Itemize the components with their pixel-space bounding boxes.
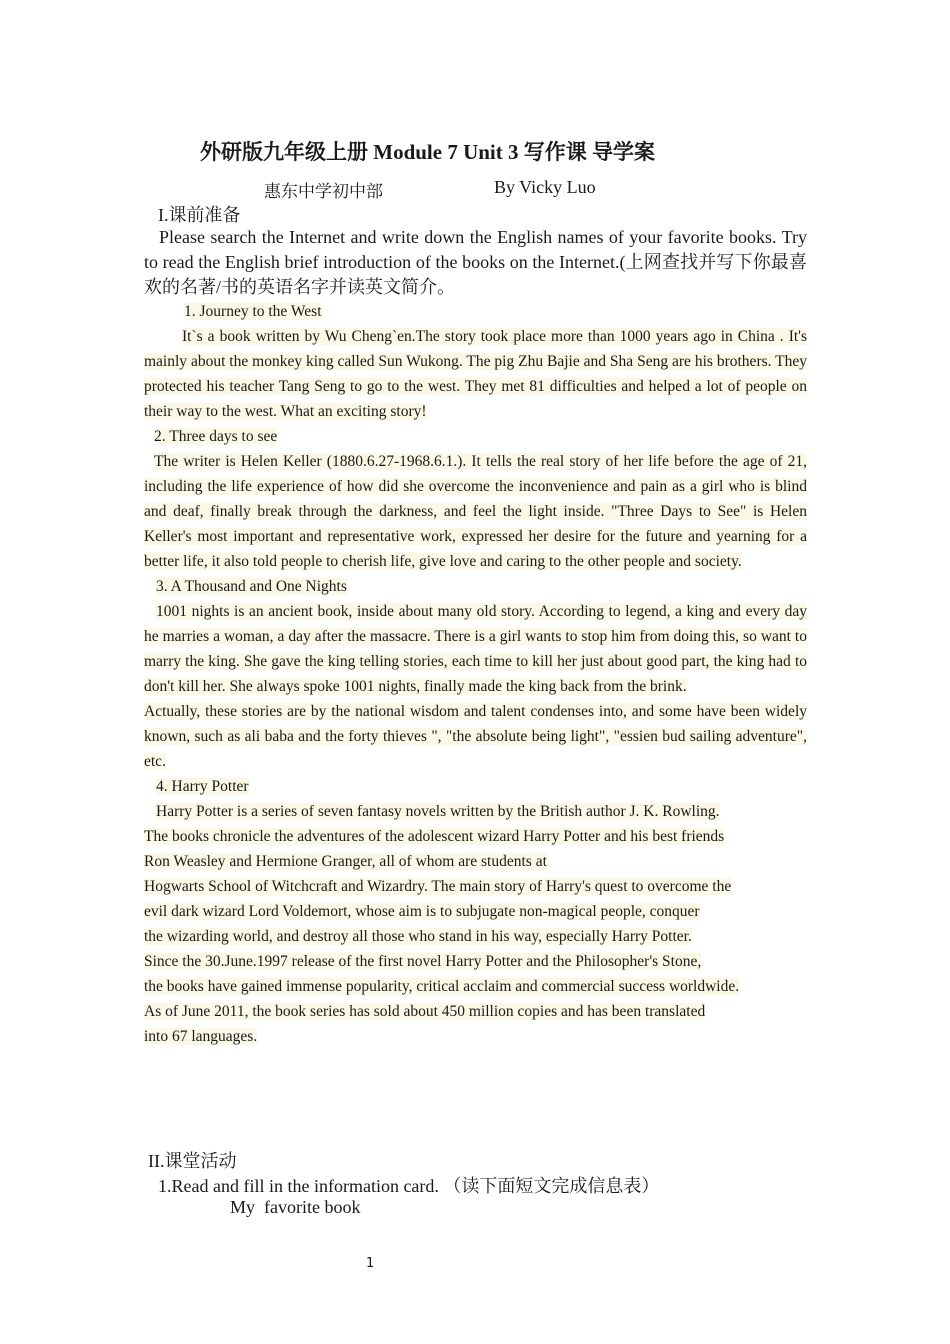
book-line: the wizarding world, and destroy all those who stand in his way, especially Harry Potter. bbox=[144, 928, 692, 945]
book-line: Harry Potter is a series of seven fantasy novels written by the British author J. K. Rowling. bbox=[156, 803, 720, 820]
section-1-heading: I.课前准备 bbox=[158, 205, 241, 225]
section-2-task: 1.Read and fill in the information card. （读下面短文完成信息表） bbox=[158, 1176, 660, 1196]
book-line: evil dark wizard Lord Voldemort, whose aim is to subjugate non-magical people, conquer bbox=[144, 903, 700, 920]
book-line: into 67 languages. bbox=[144, 1028, 258, 1045]
book-line: the books have gained immense popularity, critical acclaim and commercial success worldwide. bbox=[144, 978, 740, 995]
book-paragraph: Actually, these stories are by the national wisdom and talent condenses into, and some have been widely known, such as ali baba and the forty thieves ", "the absolute being light", "essien bud sailing adventure", etc. bbox=[144, 703, 807, 770]
book-paragraph: It`s a book written by Wu Cheng`en.The story took place more than 1000 years ago in China . It's mainly about the monkey king called Sun Wukong. The pig Zhu Bajie and Sha Seng are his brothers. They protected his teacher Tang Seng to go to the west. They met 81 difficulties and helped a lot of people on their way to the west. What an exciting story! bbox=[144, 328, 807, 420]
book-line: As of June 2011, the book series has sold about 450 million copies and has been translated bbox=[144, 1003, 706, 1020]
book-paragraph: 1001 nights is an ancient book, inside about many old story. According to legend, a king and every day he marries a woman, a day after the massacre. There is a girl wants to stop him from doing this, so want to marry the king. She gave the king telling stories, each time to kill her just about good part, the king had to don't kill her. She always spoke 1001 nights, finally made the king back from the brink. bbox=[144, 603, 807, 695]
info-card-title: My favorite book bbox=[230, 1197, 361, 1217]
author-name: By Vicky Luo bbox=[494, 177, 596, 197]
book-title: 4. Harry Potter bbox=[156, 778, 249, 795]
book-line: Ron Weasley and Hermione Granger, all of whom are students at bbox=[144, 853, 547, 870]
section-2-heading: II.课堂活动 bbox=[148, 1151, 237, 1171]
book-paragraph: The writer is Helen Keller (1880.6.27-1968.6.1.). It tells the real story of her life before the age of 21, including the life experience of how did she overcome the inconvenience and pain as a girl who is blind and deaf, finally break through the darkness, and feel the light inside. "Three Days to See" is Helen Keller's most important and representative work, expressed her desire for the future and yearning for a better life, it also told people to cherish life, give love and caring to the other people and society. bbox=[144, 453, 807, 570]
book-title: 1. Journey to the West bbox=[184, 303, 322, 320]
page-number: 1 bbox=[366, 1256, 375, 1271]
book-line: Hogwarts School of Witchcraft and Wizardry. The main story of Harry's quest to overcome the bbox=[144, 878, 732, 895]
book-line: Since the 30.June.1997 release of the first novel Harry Potter and the Philosopher's Stone, bbox=[144, 953, 702, 970]
section-1-task: Please search the Internet and write down the English names of your favorite books. Try to read the English brief introduction of the books on the Internet.(上网查找并写下你最喜欢的名著/书的英语名字并读英文简介。 bbox=[144, 227, 807, 297]
school-name: 惠东中学初中部 bbox=[264, 182, 383, 201]
book-title: 2. Three days to see bbox=[154, 428, 278, 445]
book-introductions bbox=[144, 299, 807, 1049]
book-line: The books chronicle the adventures of the adolescent wizard Harry Potter and his best friends bbox=[144, 828, 725, 845]
document-title: 外研版九年级上册 Module 7 Unit 3 写作课 导学案 bbox=[200, 140, 656, 164]
book-title: 3. A Thousand and One Nights bbox=[156, 578, 347, 595]
